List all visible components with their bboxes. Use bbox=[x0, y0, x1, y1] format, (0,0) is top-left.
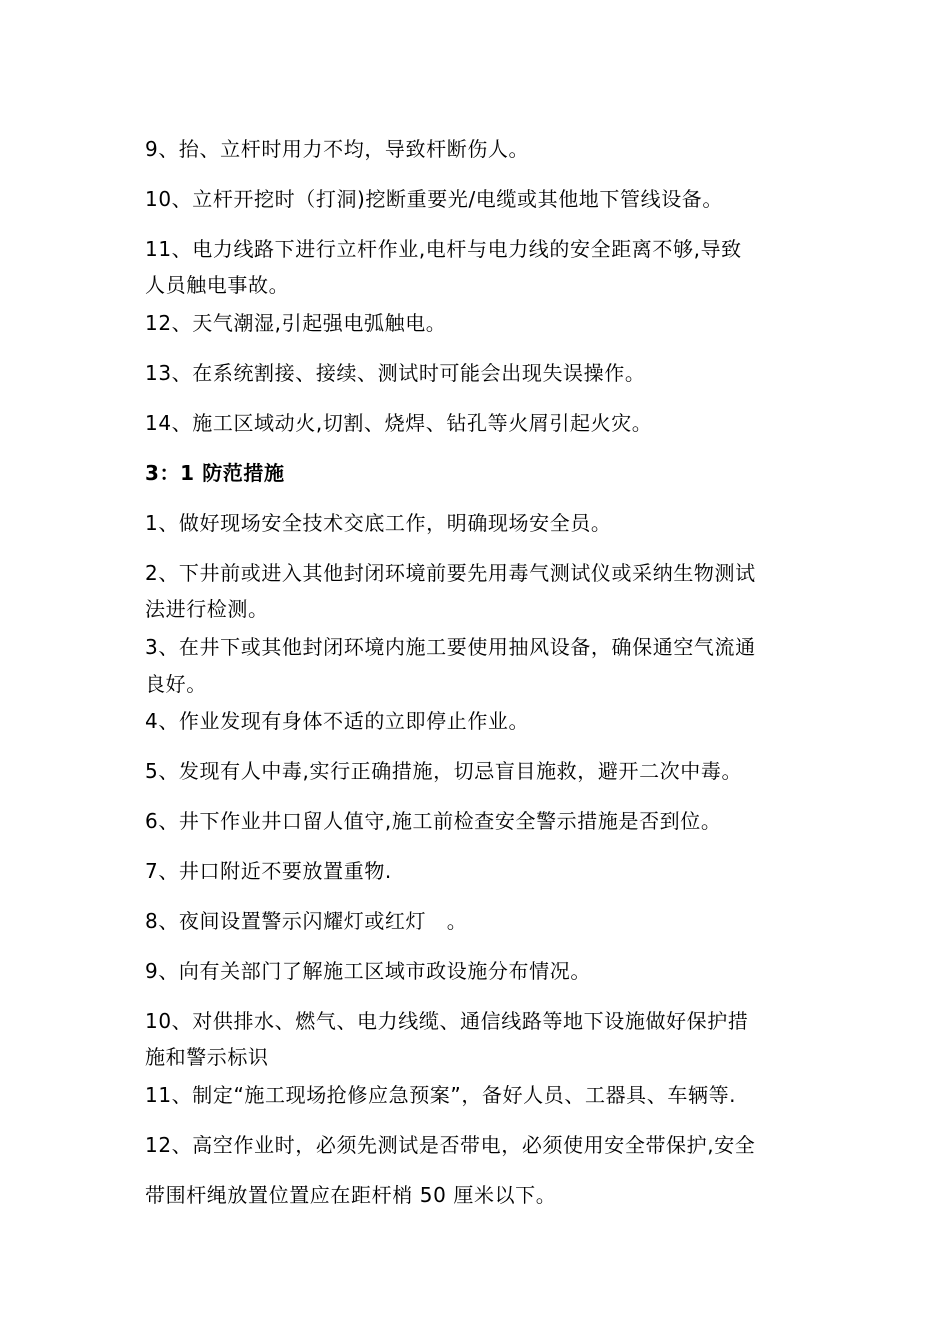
text-line: 9、抬、立杆时用力不均，导致杆断伤人。 bbox=[145, 137, 530, 161]
text-line: 12、高空作业时，必须先测试是否带电，必须使用安全带保护,安全 bbox=[145, 1133, 756, 1157]
text-line: 9、向有关部门了解施工区域市政设施分布情况。 bbox=[145, 959, 591, 983]
text-line: 10、对供排水、燃气、电力线缆、通信线路等地下设施做好保护措 bbox=[145, 1009, 749, 1033]
text-line: 4、作业发现有身体不适的立即停止作业。 bbox=[145, 709, 530, 733]
text-line: 人员触电事故。 bbox=[145, 273, 290, 297]
text-line: 10、立杆开挖时（打洞)挖断重要光/电缆或其他地下管线设备。 bbox=[145, 187, 723, 211]
text-line: 施和警示标识 bbox=[145, 1045, 269, 1069]
text-line: 13、在系统割接、接续、测试时可能会出现失误操作。 bbox=[145, 361, 646, 385]
text-line: 12、天气潮湿,引起强电弧触电。 bbox=[145, 311, 447, 335]
text-line: 11、制定“施工现场抢修应急预案”，备好人员、工器具、车辆等. bbox=[145, 1083, 737, 1107]
section-heading: 3：1 防范措施 bbox=[145, 461, 285, 485]
text-line: 11、电力线路下进行立杆作业,电杆与电力线的安全距离不够,导致 bbox=[145, 237, 742, 261]
text-line: 2、下井前或进入其他封闭环境前要先用毒气测试仪或采纳生物测试 bbox=[145, 561, 756, 585]
text-line: 良好。 bbox=[145, 672, 207, 696]
text-line: 带围杆绳放置位置应在距杆梢 50 厘米以下。 bbox=[145, 1183, 557, 1207]
text-line: 14、施工区域动火,切割、烧焊、钻孔等火屑引起火灾。 bbox=[145, 411, 653, 435]
text-line: 7、井口附近不要放置重物. bbox=[145, 859, 392, 883]
text-line: 1、做好现场安全技术交底工作，明确现场安全员。 bbox=[145, 511, 612, 535]
text-line: 3、在井下或其他封闭环境内施工要使用抽风设备，确保通空气流通 bbox=[145, 635, 756, 659]
text-line: 5、发现有人中毒,实行正确措施，切忌盲目施救，避开二次中毒。 bbox=[145, 759, 743, 783]
text-line: 6、井下作业井口留人值守,施工前检查安全警示措施是否到位。 bbox=[145, 809, 722, 833]
text-line: 法进行检测。 bbox=[145, 597, 269, 621]
text-line: 8、夜间设置警示闪耀灯或红灯 。 bbox=[145, 909, 468, 933]
